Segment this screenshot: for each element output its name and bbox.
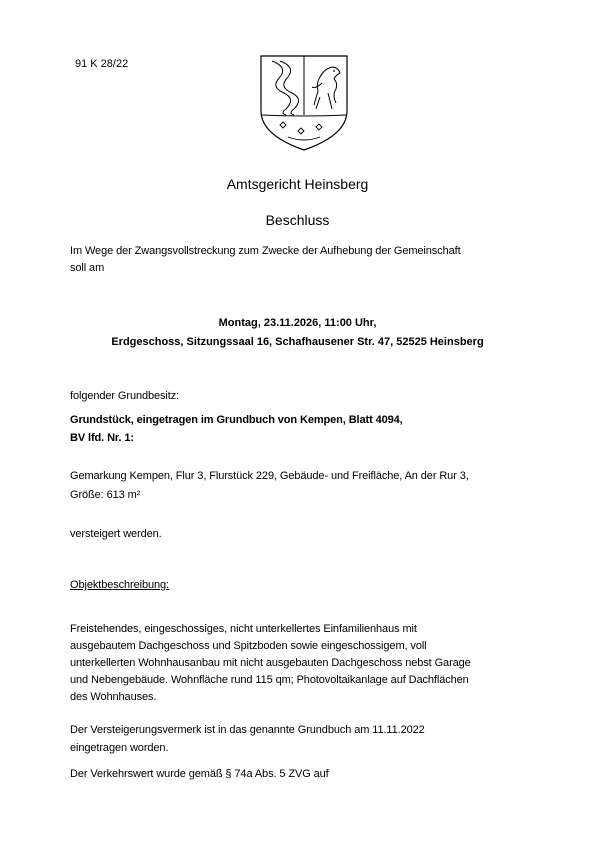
property-intro: folgender Grundbesitz: <box>70 390 180 402</box>
object-description-line: Freistehendes, eingeschossiges, nicht unterkellertes Einfamilienhaus mit <box>70 623 417 635</box>
intro-line-2: soll am <box>70 262 105 274</box>
file-number: 91 K 28/22 <box>75 58 129 70</box>
object-description <box>70 621 540 706</box>
auction-date-time: Montag, 23.11.2026, 11:00 Uhr, <box>218 317 377 329</box>
property-title-line-2: BV lfd. Nr. 1: <box>70 432 134 444</box>
property-title-line-1: Grundstück, eingetragen im Grundbuch von Kempen, Blatt 4094, <box>70 414 403 426</box>
auction-location: Erdgeschoss, Sitzungssaal 16, Schafhausener Str. 47, 52525 Heinsberg <box>111 336 484 348</box>
registry-line-1: Der Versteigerungsvermerk ist in das genannte Grundbuch am 11.11.2022 <box>70 724 425 736</box>
object-description-line: ausgebautem Dachgeschoss und Spitzboden sowie eingeschossigem, voll <box>70 640 427 652</box>
object-description-line: und Nebengebäude. Wohnfläche rund 115 qm; Photovoltaikanlage auf Dachflächen <box>70 674 469 686</box>
object-description-line: des Wohnhauses. <box>70 691 157 703</box>
parcel-line-2: Größe: 613 m² <box>70 489 141 501</box>
auction-text: versteigert werden. <box>70 528 162 540</box>
object-heading <box>70 577 540 594</box>
intro-line-1: Im Wege der Zwangsvollstreckung zum Zwecke der Aufhebung der Gemeinschaft <box>70 245 461 257</box>
object-heading-text: Objektbeschreibung: <box>70 579 169 591</box>
coat-of-arms-emblem <box>258 53 350 153</box>
document-title: Beschluss <box>265 212 330 228</box>
object-description-line: unterkellerten Wohnhausanbau mit nicht ausgebauten Dachgeschoss nebst Garage <box>70 657 471 669</box>
value-line: Der Verkehrswert wurde gemäß § 74a Abs. 5 ZVG auf <box>70 768 329 780</box>
court-name: Amtsgericht Heinsberg <box>226 176 369 192</box>
parcel-line-1: Gemarkung Kempen, Flur 3, Flurstück 229, Gebäude- und Freifläche, An der Rur 3, <box>70 470 469 482</box>
registry-line-2: eingetragen worden. <box>70 742 169 754</box>
